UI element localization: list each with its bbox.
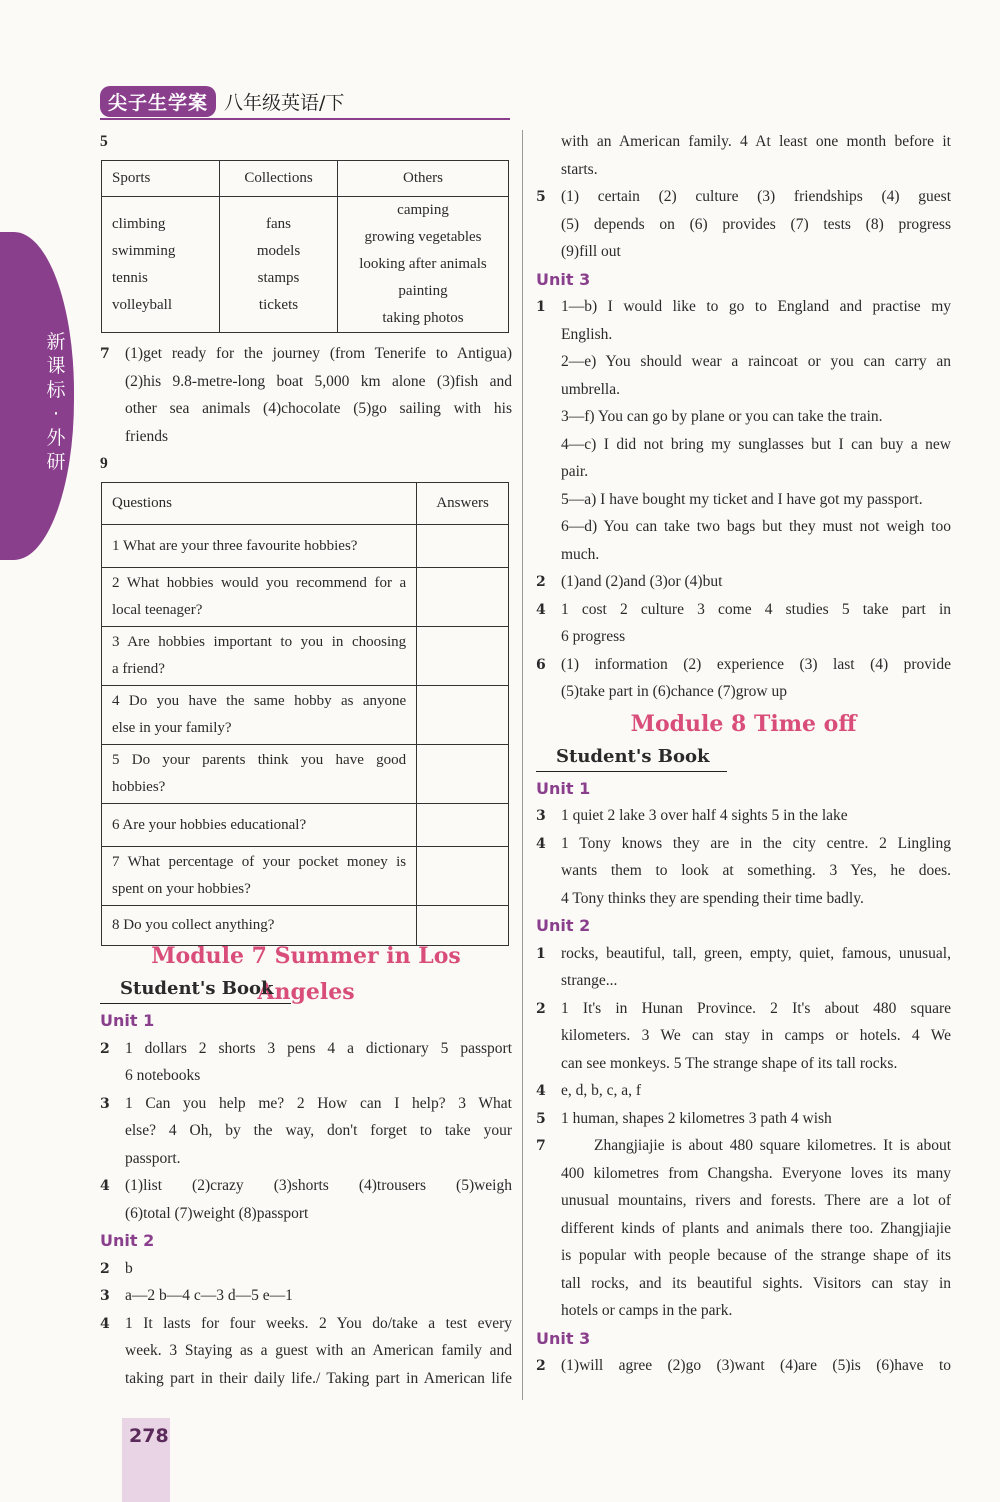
page-number: 278 — [129, 1425, 169, 1447]
column-divider — [522, 130, 523, 1400]
table-header: Others — [338, 161, 509, 197]
table-row: 7 What percentage of your pocket money is spent on your hobbies? — [102, 847, 417, 906]
m8u2-q2: 2 1 It's in Hunan Province. 2 It's about 480 square kilometers. 3 We can stay in camps or hotels. 4 We can see monkeys. 5 The strange shape of its tall rocks. — [536, 999, 951, 1072]
header-rule — [100, 118, 510, 120]
answer-line: other sea animals (4)chocolate (5)go sailing with his — [125, 400, 512, 417]
table-row: 1 What are your three favourite hobbies? — [102, 525, 417, 568]
table-cell-sports: climbing swimming tennis volleyball — [102, 197, 220, 333]
book-subtitle: 八年级英语/下 — [224, 92, 345, 114]
answer-cell — [417, 627, 509, 686]
m7u2-q2: 2 b — [100, 1259, 133, 1277]
side-tab-text: 新 课 标 · 外 研 — [46, 331, 66, 473]
m8u1-q3: 3 1 quiet 2 lake 3 over half 4 sights 5 in the lake — [536, 807, 848, 824]
table-row: 6 Are your hobbies educational? — [102, 804, 417, 847]
answer-line: (1)get ready for the journey (from Tenerife to Antigua) — [125, 345, 512, 362]
table-header: Questions — [102, 483, 417, 525]
m8-unit1-heading: Unit 1 — [536, 778, 591, 798]
students-book-heading: Student's Book — [100, 974, 291, 1004]
answer-line: friends — [125, 427, 169, 445]
m7u2-q5: 5 (1) certain (2) culture (3) friendships (4) guest (5) depends on (6) provides (7) tests (8) progress (9)fill out — [536, 188, 951, 260]
m8u3-q2: 2 (1)will agree (2)go (3)want (4)are (5)is (6)have to — [536, 1357, 951, 1374]
q5-label: 5 — [100, 133, 108, 150]
answer-line: starts. — [561, 160, 598, 178]
module7-title: Module 7 Summer in Los Angeles — [151, 943, 461, 1005]
module8-title: Module 8 Time off — [630, 710, 857, 737]
right-column — [536, 128, 951, 1380]
table-header: Collections — [220, 161, 338, 197]
m7u3-q2: 2 (1)and (2)and (3)or (4)but — [536, 573, 723, 590]
m8u2-q1: 1 rocks, beautiful, tall, green, empty, quiet, famous, unusual, strange... — [536, 944, 951, 989]
students-book-heading: Student's Book — [536, 742, 727, 772]
table-row: 5 Do your parents think you have good hobbies? — [102, 745, 417, 804]
module7-section — [100, 938, 512, 1392]
table-row: 4 Do you have the same hobby as anyone else in your family? — [102, 686, 417, 745]
table-row: 3 Are hobbies important to you in choosing a friend? — [102, 627, 417, 686]
m7u1-q4: 4 (1)list (2)crazy (3)shorts (4)trousers (5)weigh (6)total (7)weight (8)passport — [100, 1177, 512, 1222]
m8-unit2-heading: Unit 2 — [536, 916, 591, 935]
m7u1-q2: 2 1 dollars 2 shorts 3 pens 4 a dictionary 5 passport 6 notebooks — [100, 1039, 512, 1084]
table-cell-collections: fans models stamps tickets — [220, 197, 338, 333]
answer-cell — [417, 568, 509, 627]
m7u2-q3: 3 a—2 b—4 c—3 d—5 e—1 — [100, 1287, 293, 1304]
answer-cell — [417, 804, 509, 847]
answer-line: with an American family. 4 At least one month before it — [561, 133, 951, 150]
page-header — [100, 86, 344, 117]
m7u3-q1: 1 1—b) I would like to go to England and practise my English. 2—e) You should wear a raincoat or you can carry an umbrella. 3—f) You can go by plane or you can take the train. 4—c) I did not bring my sunglasses but I can buy a new pair. 5—a) I have bought my ticket and I have got my passport. 6—d) You can take two bags but they must not weigh too much. — [536, 298, 951, 563]
m8u2-q5: 5 1 human, shapes 2 kilometres 3 path 4 wish — [536, 1109, 832, 1127]
unit3-heading: Unit 3 — [536, 269, 591, 289]
answer-cell — [417, 847, 509, 906]
questions-table — [101, 482, 509, 946]
m7u3-q6: 6 (1) information (2) experience (3) last (4) provide (5)take part in (6)chance (7)grow up — [536, 655, 951, 700]
m8u2-q7: 7 Zhangjiajie is about 480 square kilometres. It is about 400 kilometres from Changsha. Everyone loves its many unusual mountains, rivers and forests. There are a lot of different kinds of plants and animals there too. Zhangjiajie is popular with people because of the strange shape of its tall rocks, and its beautiful sights. Visitors can stay in hotels or camps in the park. — [536, 1137, 951, 1319]
unit1-heading: Unit 1 — [100, 1011, 155, 1030]
unit2-heading: Unit 2 — [100, 1231, 155, 1250]
table-row: 8 Do you collect anything? — [102, 906, 417, 946]
m7u1-q3: 3 1 Can you help me? 2 How can I help? 3 What else? 4 Oh, by the way, don't forget to take your passport. — [100, 1094, 512, 1167]
m8u2-q4: 4 e, d, b, c, a, f — [536, 1082, 642, 1099]
m7u2-q4: 4 1 It lasts for four weeks. 2 You do/take a test every week. 3 Staying as a guest with an American family and taking part in their daily life./ Taking part in American life — [100, 1314, 512, 1387]
table-header: Answers — [417, 483, 509, 525]
m8-unit3-heading: Unit 3 — [536, 1328, 591, 1348]
m7u3-q4: 4 1 cost 2 culture 3 come 4 studies 5 take part in 6 progress — [536, 600, 951, 645]
brand-title: 尖子生学案 — [100, 86, 216, 117]
table-header: Sports — [102, 161, 220, 197]
m8u1-q4: 4 1 Tony knows they are in the city centre. 2 Lingling wants them to look at something. 3 Yes, he does. 4 Tony thinks they are spending their time badly. — [536, 834, 951, 907]
answer-cell — [417, 745, 509, 804]
q7-label: 7 — [100, 346, 110, 362]
q9-label: 9 — [100, 455, 108, 472]
left-column — [100, 128, 512, 156]
table-row: 2 What hobbies would you recommend for a local teenager? — [102, 568, 417, 627]
table-cell-others: camping growing vegetables looking after animals painting taking photos — [338, 197, 509, 333]
q7-block — [100, 340, 512, 478]
answer-line: (2)his 9.8-metre-long boat 5,000 km alone (3)fish and — [125, 372, 512, 390]
answer-cell — [417, 686, 509, 745]
answer-cell — [417, 525, 509, 568]
hobbies-table — [101, 160, 509, 333]
